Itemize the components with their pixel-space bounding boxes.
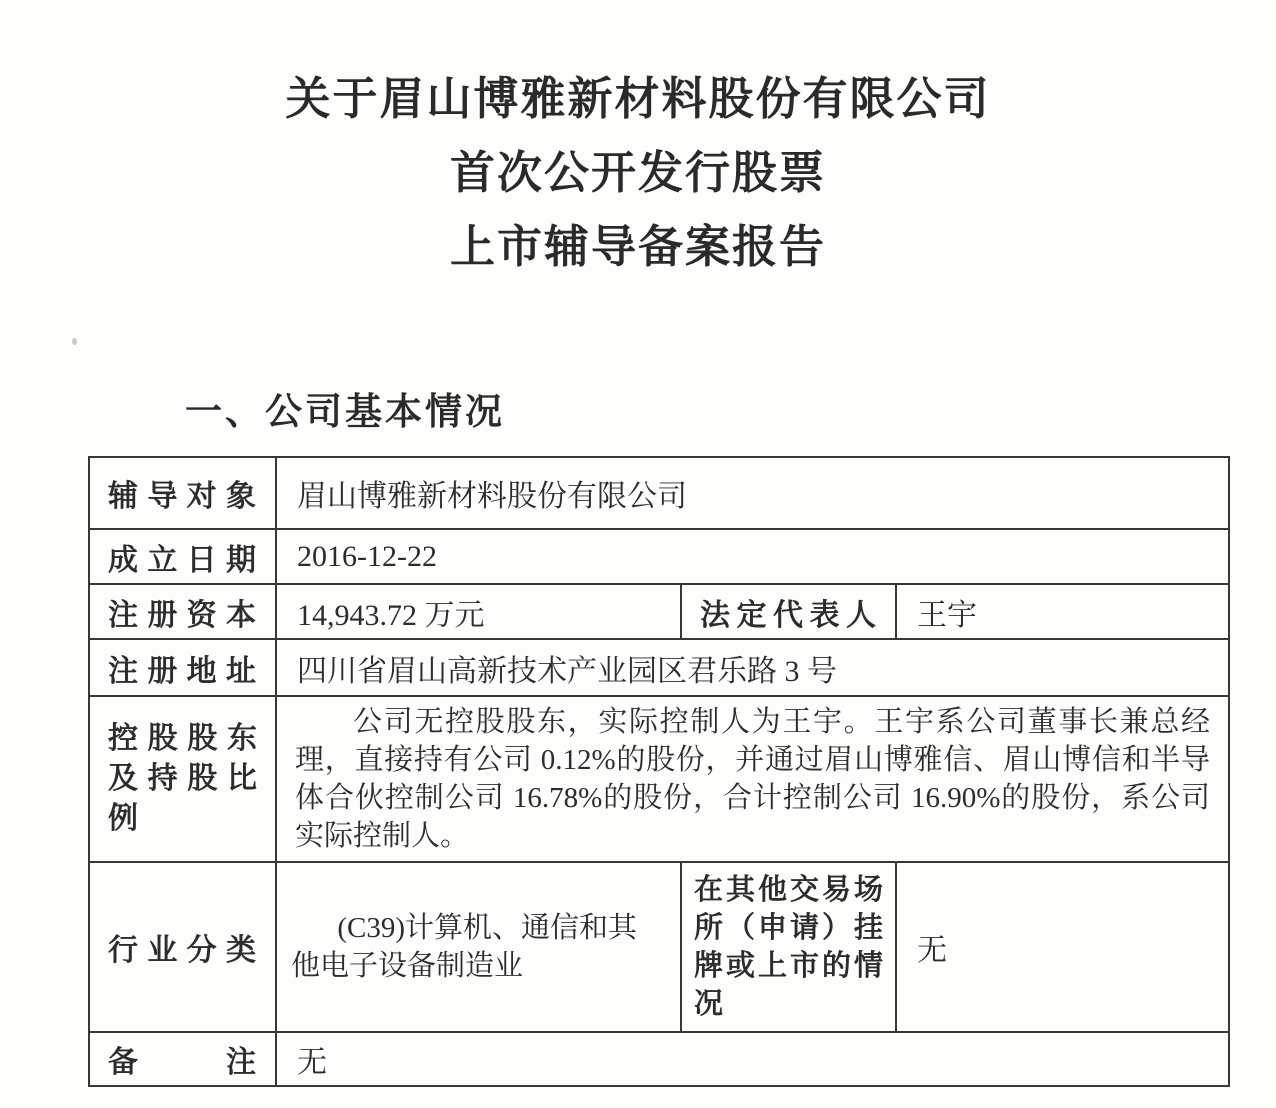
title-line-1: 关于眉山博雅新材料股份有限公司 (285, 73, 991, 124)
title-line-3: 上市辅导备案报告 (449, 221, 826, 272)
table-row-controlling-shareholder (89, 696, 1229, 862)
row-label-industry-classification: 行业分类 (89, 862, 276, 1032)
row-label-other-listing-status: 在其他交易场所（申请）挂牌或上市的情况 (681, 862, 896, 1032)
row-label-establish-date: 成立日期 (89, 529, 276, 584)
row-label-registered-address: 注册地址 (89, 639, 276, 696)
company-info-table (88, 456, 1230, 1087)
document-title (0, 0, 1276, 284)
row-label-counseling-target: 辅导对象 (89, 457, 276, 529)
row-value-industry-classification: (C39)计算机、通信和其他电子设备制造业 (276, 862, 681, 1032)
row-value-establish-date: 2016-12-22 (276, 529, 1229, 584)
table-row-registered-address (89, 639, 1229, 696)
row-label-remarks: 备注 (89, 1032, 276, 1086)
row-value-legal-representative: 王宇 (896, 584, 1229, 639)
row-value-registered-address: 四川省眉山高新技术产业园区君乐路 3 号 (276, 639, 1229, 696)
row-label-controlling-shareholder: 控股股东及持股比例 (89, 696, 276, 862)
title-line-2: 首次公开发行股票 (449, 147, 826, 198)
table-row-counseling-target (89, 457, 1229, 529)
table-row-remarks (89, 1032, 1229, 1086)
section-heading: 一、公司基本情况 (185, 391, 505, 432)
row-value-counseling-target: 眉山博雅新材料股份有限公司 (276, 457, 1229, 529)
table-row-industry-classification (89, 862, 1229, 1032)
row-value-remarks: 无 (276, 1032, 1229, 1086)
row-value-controlling-shareholder: 公司无控股股东，实际控制人为王宇。王宇系公司董事长兼总经理，直接持有公司 0.12%的股份，并通过眉山博雅信、眉山博信和半导体合伙控制公司 16.78%的股份，合计控制公司 16.90%的股份，系公司实际控制人。 (276, 696, 1229, 862)
table-row-establish-date (89, 529, 1229, 584)
table-row-registered-capital (89, 584, 1229, 639)
row-value-other-listing-status: 无 (896, 862, 1229, 1032)
row-value-registered-capital: 14,943.72 万元 (276, 584, 681, 639)
row-label-registered-capital: 注册资本 (89, 584, 276, 639)
row-label-legal-representative: 法定代表人 (681, 584, 896, 639)
